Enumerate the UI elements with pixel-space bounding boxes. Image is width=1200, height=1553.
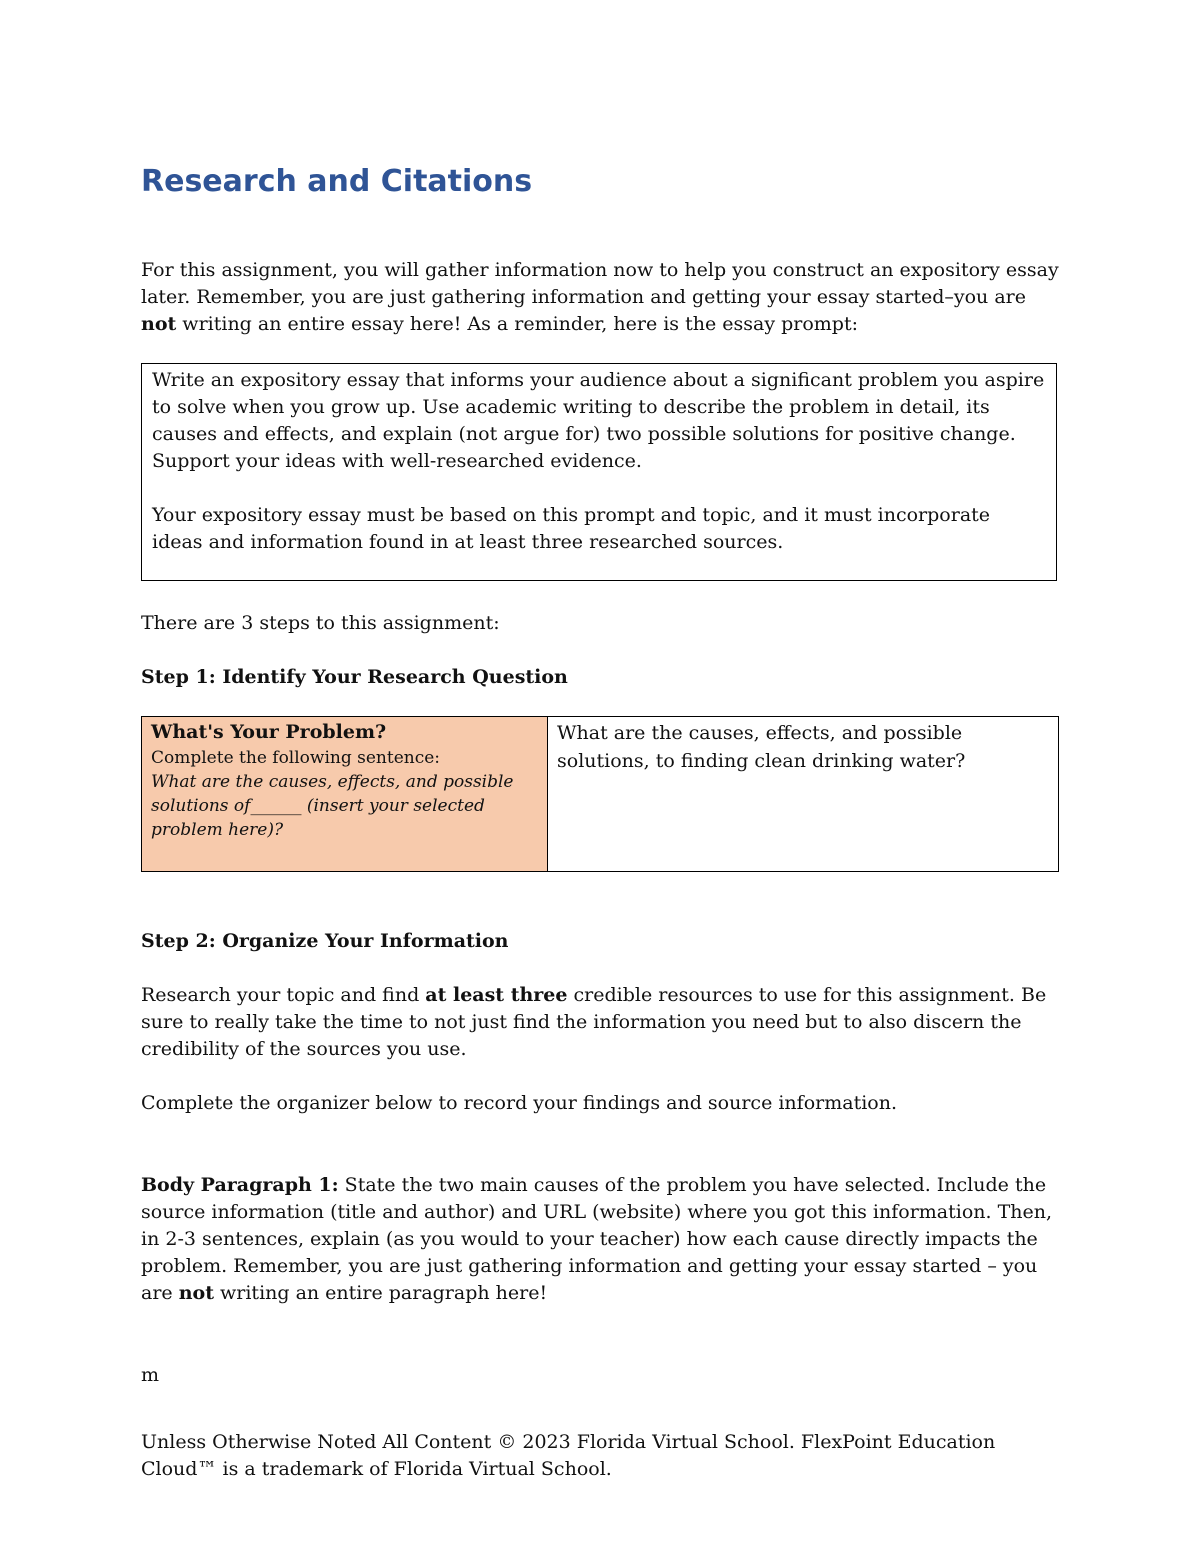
step2-emphasis: at least three — [425, 984, 568, 1006]
body-paragraph-1-emphasis: not — [178, 1282, 214, 1304]
problem-prompt-cell — [142, 717, 548, 872]
problem-prompt-title: What's Your Problem? — [151, 721, 387, 743]
step2-text-end: credible resources to use for this assignment. Be sure to really take the time to not just find the information you need but to also discern the credibility of the sources you use. — [141, 984, 1047, 1060]
body-paragraph-1-instructions — [141, 1172, 1059, 1307]
body-paragraph-1-label: Body Paragraph 1: — [141, 1174, 339, 1196]
step1-heading: Step 1: Identify Your Research Question — [141, 666, 568, 688]
stray-text: m — [141, 1364, 160, 1386]
prompt-paragraph-1: Write an expository essay that informs your audience about a significant problem you aspire to solve when you grow up. Use academic writing to describe the problem in detail, its causes and effects, and explain (not argue for) two possible solutions for positive change. Support your ideas with well-researched evidence. — [152, 369, 1045, 472]
research-question-table — [141, 716, 1059, 872]
problem-prompt-instruction: Complete the following sentence: — [151, 748, 441, 768]
steps-intro: There are 3 steps to this assignment: — [141, 612, 500, 634]
research-question-answer[interactable]: What are the causes, effects, and possible solutions, to finding clean drinking water? — [548, 717, 1059, 872]
problem-prompt-template: What are the causes, effects, and possible solutions of______ (insert your selected problem here)? — [151, 772, 514, 840]
step2-paragraph-2: Complete the organizer below to record your findings and source information. — [141, 1092, 897, 1114]
intro-emphasis: not — [141, 313, 177, 335]
prompt-paragraph-2: Your expository essay must be based on this prompt and topic, and it must incorporate ideas and information found in at least three researched sources. — [152, 504, 991, 553]
step2-heading: Step 2: Organize Your Information — [141, 930, 509, 952]
page-title: Research and Citations — [141, 164, 533, 199]
step2-paragraph-1 — [141, 982, 1059, 1063]
intro-text: For this assignment, you will gather information now to help you construct an expository essay later. Remember, you are just gathering information and getting your essay started–you are — [141, 259, 1059, 308]
body-paragraph-1-text-end: writing an entire paragraph here! — [213, 1282, 548, 1304]
step2-text: Research your topic and find — [141, 984, 426, 1006]
body-paragraph-1-text: State the two main causes of the problem you have selected. Include the source information (title and author) and URL (website) where you got this information. Then, in 2-3 sentences, explain (as you would to your teacher) how each cause directly impacts the problem. Remember, you are just gathering information and getting your essay started – you are — [141, 1174, 1053, 1304]
intro-paragraph — [141, 257, 1059, 338]
intro-text-end: writing an entire essay here! As a reminder, here is the essay prompt: — [176, 313, 859, 335]
essay-prompt-box — [141, 363, 1057, 581]
footer-copyright: Unless Otherwise Noted All Content © 2023 Florida Virtual School. FlexPoint Education Cloud™ is a trademark of Florida Virtual School. — [141, 1431, 996, 1480]
